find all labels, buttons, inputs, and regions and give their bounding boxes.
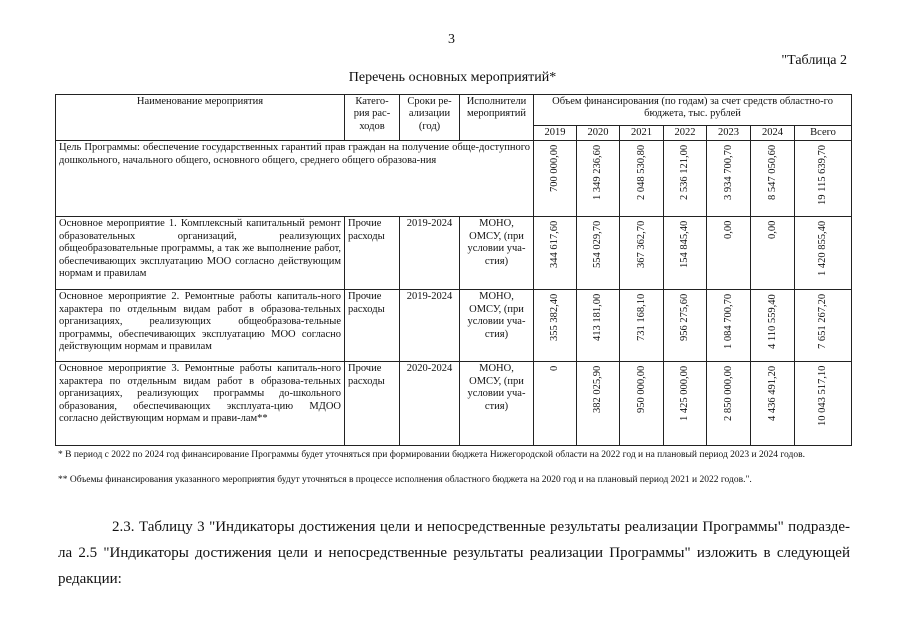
measure-executors: МОНО, ОМСУ, (при условии уча-стия) <box>460 217 534 290</box>
value-text: 413 181,00 <box>592 294 603 342</box>
header-year: 2019 <box>534 126 577 141</box>
header-funding: Объем финансирования (по годам) за счет средств областно-го бюджета, тыс. рублей <box>534 95 852 126</box>
header-year: 2022 <box>664 126 707 141</box>
value-cell <box>751 217 795 290</box>
value-cell <box>707 141 751 217</box>
header-year: 2024 <box>751 126 795 141</box>
value-text: 7 651 267,20 <box>817 294 828 350</box>
value-cell <box>620 290 664 362</box>
value-text: 731 168,10 <box>636 294 647 342</box>
value-cell <box>534 217 577 290</box>
value-cell <box>664 362 707 446</box>
value-cell <box>577 362 620 446</box>
value-text: 956 275,60 <box>679 294 690 342</box>
value-cell <box>534 290 577 362</box>
header-year: 2021 <box>620 126 664 141</box>
value-text: 950 000,00 <box>636 366 647 414</box>
value-text: 1 084 700,70 <box>723 294 734 350</box>
value-cell <box>577 290 620 362</box>
header-category: Катего-рия рас-ходов <box>345 95 400 141</box>
measure-name: Основное мероприятие 2. Ремонтные работы капиталь-ного характера по отдельным видам работ в образова-тельных организациях, реализующих общеобразова-тельные программы, обеспечивающих эксплуатацию МОО согласно действующим нормам и правилам <box>56 290 345 362</box>
header-year: 2023 <box>707 126 751 141</box>
value-cell <box>707 362 751 446</box>
value-cell <box>751 141 795 217</box>
value-text: 1 349 236,60 <box>592 145 603 201</box>
value-text: 154 845,40 <box>679 221 690 269</box>
value-text: 19 115 639,70 <box>817 145 828 206</box>
value-cell <box>577 217 620 290</box>
table-row <box>56 141 852 217</box>
value-text: 0 <box>549 366 560 372</box>
value-cell <box>664 217 707 290</box>
value-text: 4 110 559,40 <box>767 294 778 350</box>
measure-executors: МОНО, ОМСУ, (при условии уча-стия) <box>460 362 534 446</box>
value-text: 2 850 000,00 <box>723 366 734 422</box>
value-text: 344 617,60 <box>549 221 560 269</box>
value-text: 2 048 530,80 <box>636 145 647 201</box>
header-name: Наименование мероприятия <box>56 95 345 141</box>
value-cell <box>795 290 852 362</box>
measure-terms: 2019-2024 <box>400 217 460 290</box>
measure-terms: 2019-2024 <box>400 290 460 362</box>
table-row <box>56 290 852 362</box>
value-text: 382 025,90 <box>592 366 603 414</box>
table-reference: "Таблица 2 <box>781 53 847 68</box>
value-text: 4 436 491,20 <box>767 366 778 422</box>
value-text: 367 362,70 <box>636 221 647 269</box>
header-terms: Сроки ре-ализации (год) <box>400 95 460 141</box>
value-cell <box>707 290 751 362</box>
measure-terms: 2020-2024 <box>400 362 460 446</box>
value-text: 0,00 <box>723 221 734 240</box>
header-year: 2020 <box>577 126 620 141</box>
footnote-1: * В период с 2022 по 2024 год финансирование Программы будет уточняться при формировании бюджета Нижегородской области на 2022 год и на плановый период 2023 и 2024 годов. <box>58 450 805 460</box>
measure-category: Прочие расходы <box>345 217 400 290</box>
value-text: 3 934 700,70 <box>723 145 734 201</box>
value-cell <box>620 141 664 217</box>
value-text: 1 420 855,40 <box>817 221 828 277</box>
value-cell <box>534 141 577 217</box>
measure-executors: МОНО, ОМСУ, (при условии уча-стия) <box>460 290 534 362</box>
measures-table <box>55 94 852 446</box>
value-cell <box>534 362 577 446</box>
measure-name: Основное мероприятие 1. Комплексный капитальный ремонт образовательных организаций, реализующих общеобразовательные программы, а так же выполнение работ, обеспечивающих эксплуатацию МОО согласно действующим нормам и правилам <box>56 217 345 290</box>
value-text: 355 382,40 <box>549 294 560 342</box>
value-text: 0,00 <box>767 221 778 240</box>
table-row <box>56 362 852 446</box>
value-text: 2 536 121,00 <box>679 145 690 201</box>
footnote-2: ** Объемы финансирования указанного мероприятия будут уточняться в процессе исполнения областного бюджета на 2020 год и на плановый период 2021 и 2022 годов.". <box>58 475 752 485</box>
value-cell <box>664 141 707 217</box>
page-number: 3 <box>448 32 455 47</box>
value-text: 10 043 517,10 <box>817 366 828 427</box>
value-cell <box>620 362 664 446</box>
header-total: Всего <box>795 126 852 141</box>
measure-category: Прочие расходы <box>345 362 400 446</box>
value-cell <box>620 217 664 290</box>
value-cell <box>795 217 852 290</box>
table-row <box>56 217 852 290</box>
value-text: 700 000,00 <box>549 145 560 193</box>
value-cell <box>751 362 795 446</box>
value-cell <box>577 141 620 217</box>
table-title: Перечень основных мероприятий* <box>348 70 557 85</box>
header-executors: Исполнители мероприятий <box>460 95 534 141</box>
value-text: 8 547 050,60 <box>767 145 778 201</box>
value-cell <box>751 290 795 362</box>
value-text: 554 029,70 <box>592 221 603 269</box>
measure-category: Прочие расходы <box>345 290 400 362</box>
value-text: 1 425 000,00 <box>679 366 690 422</box>
measure-name: Основное мероприятие 3. Ремонтные работы капиталь-ного характера по отдельным видам работ в образова-тельных организациях, реализующих программы до-школьного образования, обеспечивающих эксплуата-цию МДОО согласно действующим нормам и прави-лам** <box>56 362 345 446</box>
value-cell <box>707 217 751 290</box>
goal-text: Цель Программы: обеспечение государственных гарантий прав граждан на получение обще-доступного дошкольного, начального общего, основного общего, среднего общего образова-ния <box>56 141 534 217</box>
body-paragraph: 2.3. Таблицу 3 "Индикаторы достижения цели и непосредственные результаты реализации Программы" подразде-ла 2.5 "Индикаторы достижения цели и непосредственные результаты реализации Программы" изложить в следующей редакции: <box>58 519 850 587</box>
value-cell <box>664 290 707 362</box>
value-cell <box>795 362 852 446</box>
value-cell <box>795 141 852 217</box>
